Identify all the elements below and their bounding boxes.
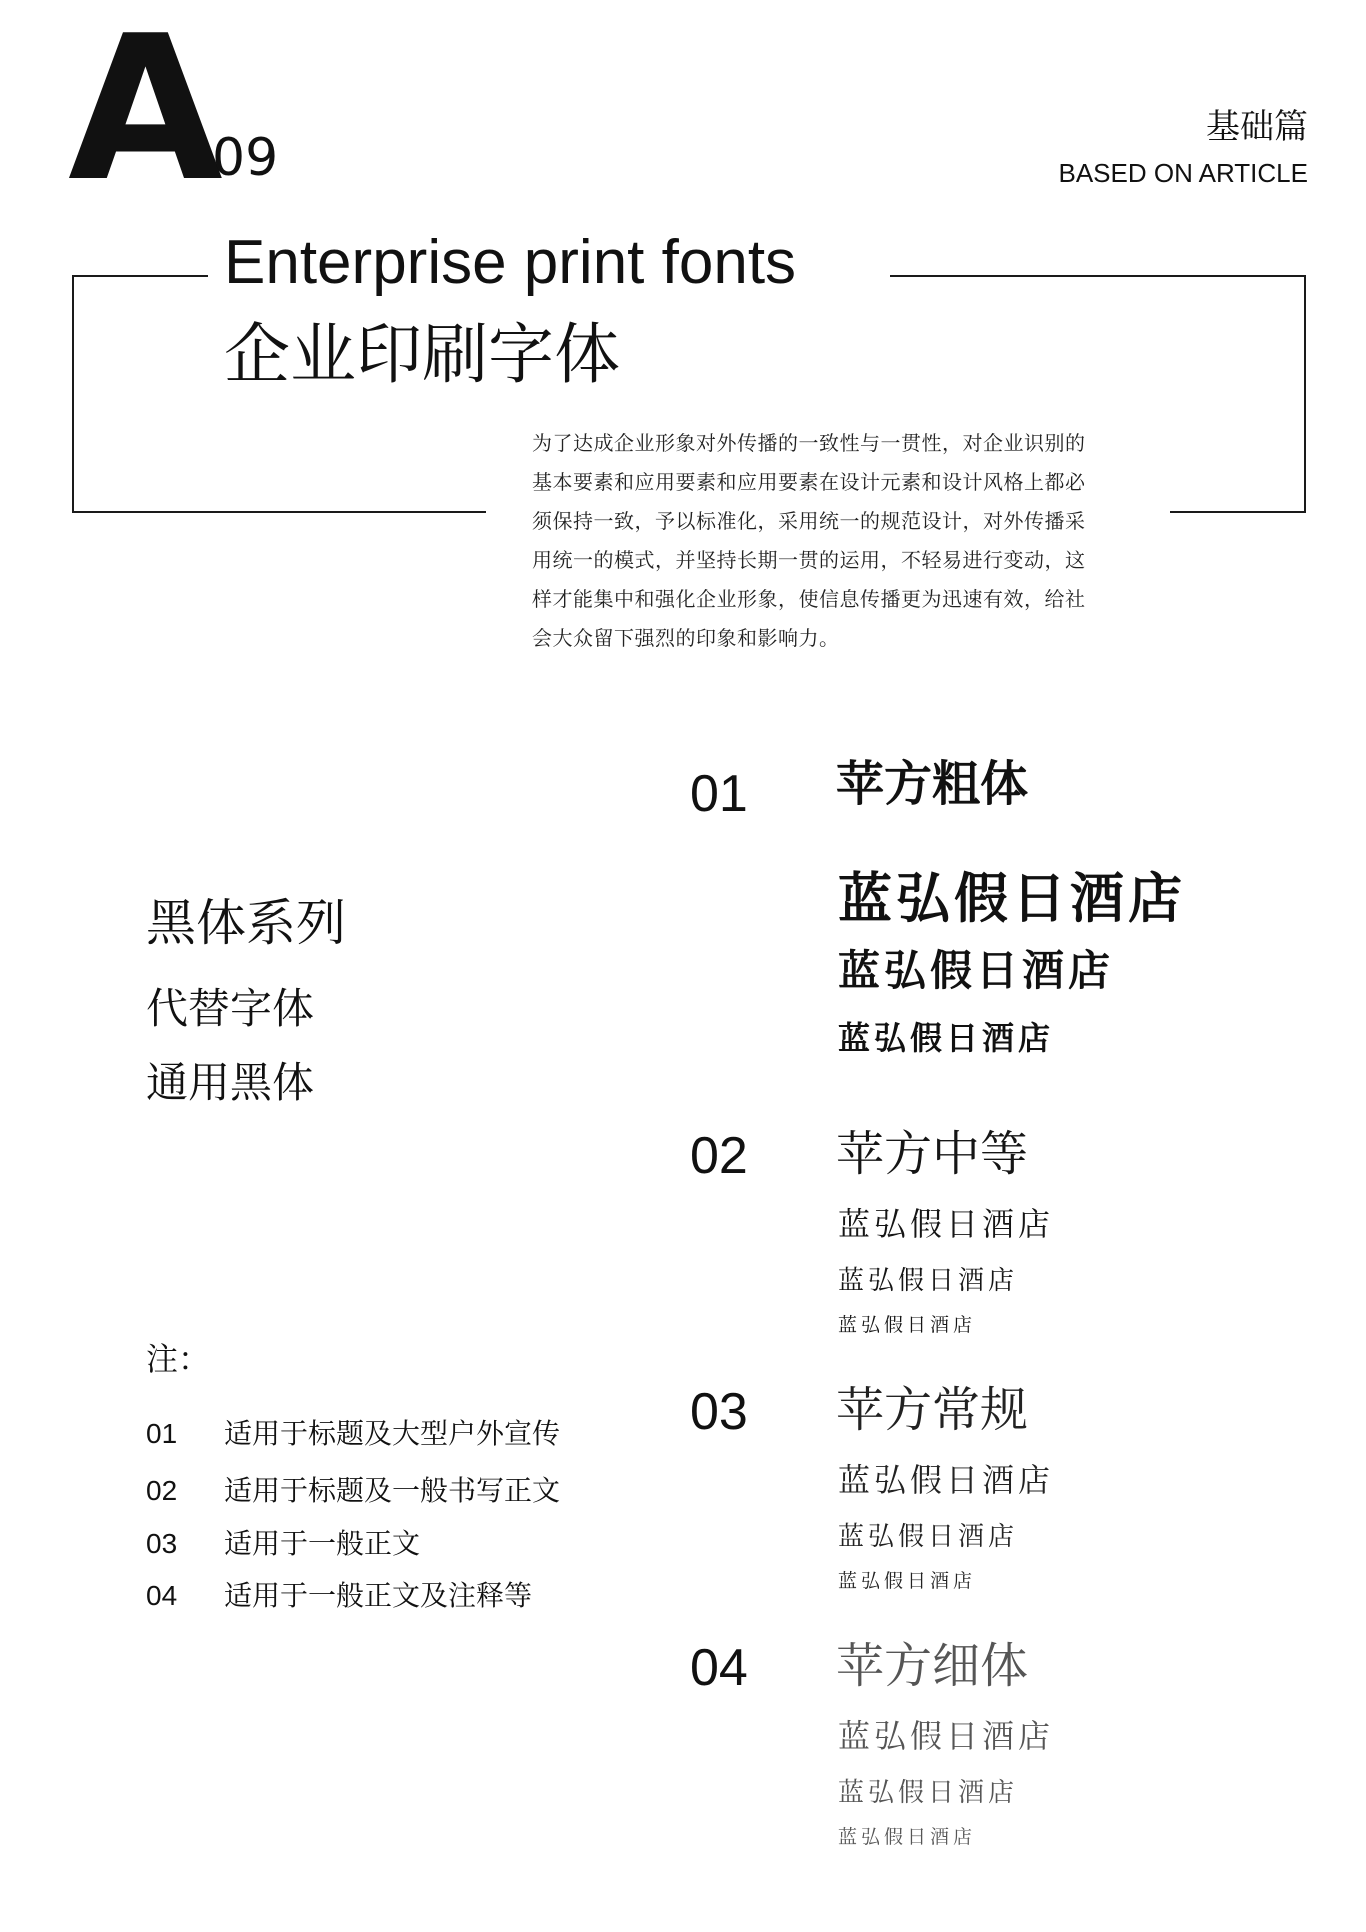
font-name: 苹方中等 (836, 1126, 1029, 1182)
series-title: 黑体系列 (146, 894, 346, 952)
section-letter: A (68, 0, 219, 226)
section-title-en: BASED ON ARTICLE (1058, 158, 1308, 188)
font-sample-small: 蓝弘假日酒店 (838, 1570, 977, 1592)
font-sample-small: 蓝弘假日酒店 (838, 1019, 1055, 1057)
font-number: 03 (690, 1383, 748, 1441)
intro-paragraph (532, 424, 1132, 658)
font-sample-medium: 蓝弘假日酒店 (838, 1522, 1019, 1552)
frame-bottom-right-line (1170, 511, 1306, 513)
title-chinese: 企业印刷字体 (224, 316, 620, 393)
note-number: 04 (146, 1580, 178, 1611)
intro-line: 样才能集中和强化企业形象，使信息传播更为迅速有效，给社 (532, 587, 1086, 611)
intro-line: 会大众留下强烈的印象和影响力。 (532, 626, 840, 650)
intro-line: 用统一的模式，并坚持长期一贯的运用，不轻易进行变动，这 (532, 548, 1086, 572)
note-number: 01 (146, 1418, 178, 1449)
intro-line: 为了达成企业形象对外传播的一致性与一贯性，对企业识别的 (532, 431, 1086, 455)
note-item (146, 1527, 421, 1560)
font-name: 苹方细体 (836, 1638, 1029, 1694)
font-sample-large: 蓝弘假日酒店 (838, 1717, 1055, 1755)
font-name: 苹方常规 (836, 1382, 1029, 1438)
note-text: 适用于标题及一般书写正文 (224, 1474, 561, 1507)
font-sample-large: 蓝弘假日酒店 (838, 867, 1186, 930)
font-number: 04 (690, 1639, 748, 1697)
note-text: 适用于一般正文 (224, 1527, 421, 1560)
font-sample-medium: 蓝弘假日酒店 (838, 1778, 1019, 1808)
font-sample-large: 蓝弘假日酒店 (838, 1461, 1055, 1499)
note-number: 03 (146, 1528, 178, 1559)
font-sample-small: 蓝弘假日酒店 (838, 1826, 977, 1848)
frame-right-line (1304, 275, 1306, 513)
frame-top-right-line (890, 275, 1306, 277)
frame-top-left-line (72, 275, 208, 277)
note-text: 适用于一般正文及注释等 (224, 1579, 533, 1612)
frame-left-line (72, 275, 74, 513)
font-sample-medium: 蓝弘假日酒店 (838, 946, 1115, 995)
series-substitute: 代替字体 (146, 984, 315, 1033)
font-name: 苹方粗体 (836, 756, 1029, 812)
note-item (146, 1417, 561, 1450)
section-title-cn: 基础篇 (1206, 107, 1308, 147)
font-sample-large: 蓝弘假日酒店 (838, 1205, 1055, 1243)
font-number: 02 (690, 1127, 748, 1185)
title-english: Enterprise print fonts (224, 228, 797, 297)
intro-line: 须保持一致，予以标准化，采用统一的规范设计，对外传播采 (532, 509, 1086, 533)
note-item (146, 1579, 533, 1612)
notes-title: 注： (146, 1340, 211, 1378)
font-sample-small: 蓝弘假日酒店 (838, 1314, 977, 1336)
note-number: 02 (146, 1475, 178, 1506)
font-sample-medium: 蓝弘假日酒店 (838, 1266, 1019, 1296)
frame-bottom-left-line (72, 511, 486, 513)
note-text: 适用于标题及大型户外宣传 (224, 1417, 561, 1450)
intro-line: 基本要素和应用要素和应用要素在设计元素和设计风格上都必 (532, 470, 1086, 494)
note-item (146, 1474, 561, 1507)
font-number: 01 (690, 765, 748, 823)
series-general: 通用黑体 (146, 1058, 315, 1107)
page-number: 09 (212, 128, 279, 188)
